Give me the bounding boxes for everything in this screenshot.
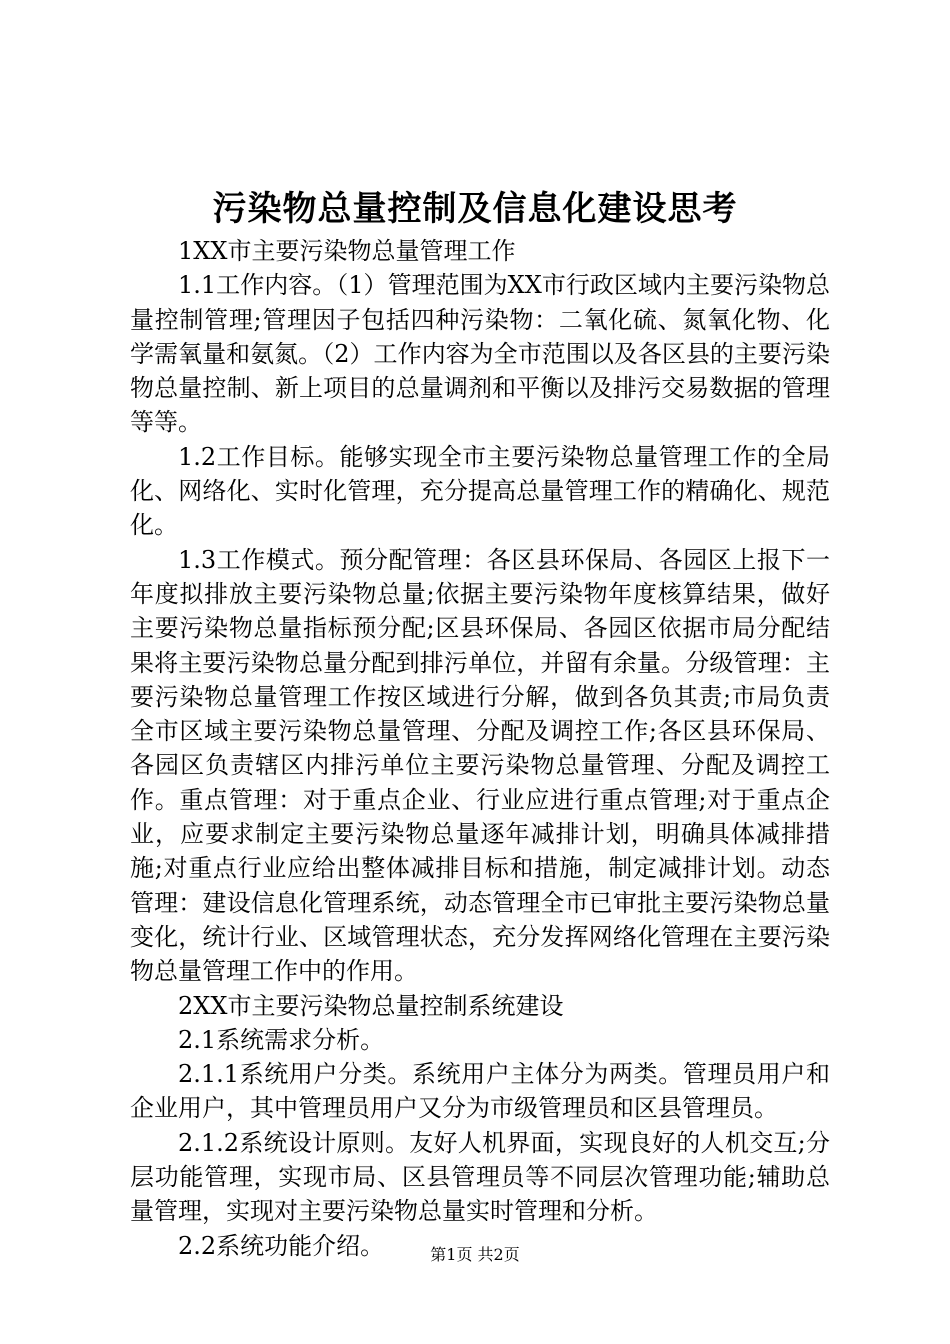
paragraph-work-goal: 1.2工作目标。能够实现全市主要污染物总量管理工作的全局化、网络化、实时化管理，充分提高总量管理工作的精确化、规范化。	[130, 442, 830, 540]
document-title: 污染物总量控制及信息化建设思考	[212, 189, 738, 229]
paragraph-work-mode: 1.3工作模式。预分配管理：各区县环保局、各园区上报下一年度拟排放主要污染物总量;依据主要污染物年度核算结果，做好主要污染物总量指标预分配;区县环保局、各园区依据市局分配结果将主要污染物总量分配到排污单位，并留有余量。分级管理：主要污染物总量管理工作按区域进行分解，做到各负其责;市局负责全市区域主要污染物总量管理、分配及调控工作;各区县环保局、各园区负责辖区内排污单位主要污染物总量管理、分配及调控工作。重点管理：对于重点企业、行业应进行重点管理;对于重点企业，应要求制定主要污染物总量逐年减排计划，明确具体减排措施;对重点行业应给出整体减排目标和措施，制定减排计划。动态管理：建设信息化管理系统，动态管理全市已审批主要污染物总量变化，统计行业、区域管理状态，充分发挥网络化管理在主要污染物总量管理工作中的作用。	[130, 545, 830, 986]
page-number: 第1页 共2页	[430, 1245, 520, 1264]
paragraph-work-content: 1.1工作内容。（1）管理范围为XX市行政区域内主要污染物总量控制管理;管理因子包括四种污染物：二氧化硫、氮氧化物、化学需氧量和氨氮。（2）工作内容为全市范围以及各区县的主要污染物总量控制、新上项目的总量调剂和平衡以及排污交易数据的管理等等。	[130, 271, 830, 437]
paragraph-user-types: 2.1.1系统用户分类。系统用户主体分为两类。管理员用户和企业用户，其中管理员用户又分为市级管理员和区县管理员。	[130, 1060, 830, 1123]
paragraph-requirements: 2.1系统需求分析。	[178, 1025, 385, 1054]
section-heading-2: 2XX市主要污染物总量控制系统建设	[178, 991, 564, 1020]
paragraph-design-principles: 2.1.2系统设计原则。友好人机界面，实现良好的人机交互;分层功能管理，实现市局、区县管理员等不同层次管理功能;辅助总量管理，实现对主要污染物总量实时管理和分析。	[130, 1128, 830, 1226]
section-heading-1: 1XX市主要污染物总量管理工作	[178, 237, 516, 265]
document-body	[130, 234, 830, 1263]
paragraph-function-intro: 2.2系统功能介绍。	[178, 1231, 385, 1260]
